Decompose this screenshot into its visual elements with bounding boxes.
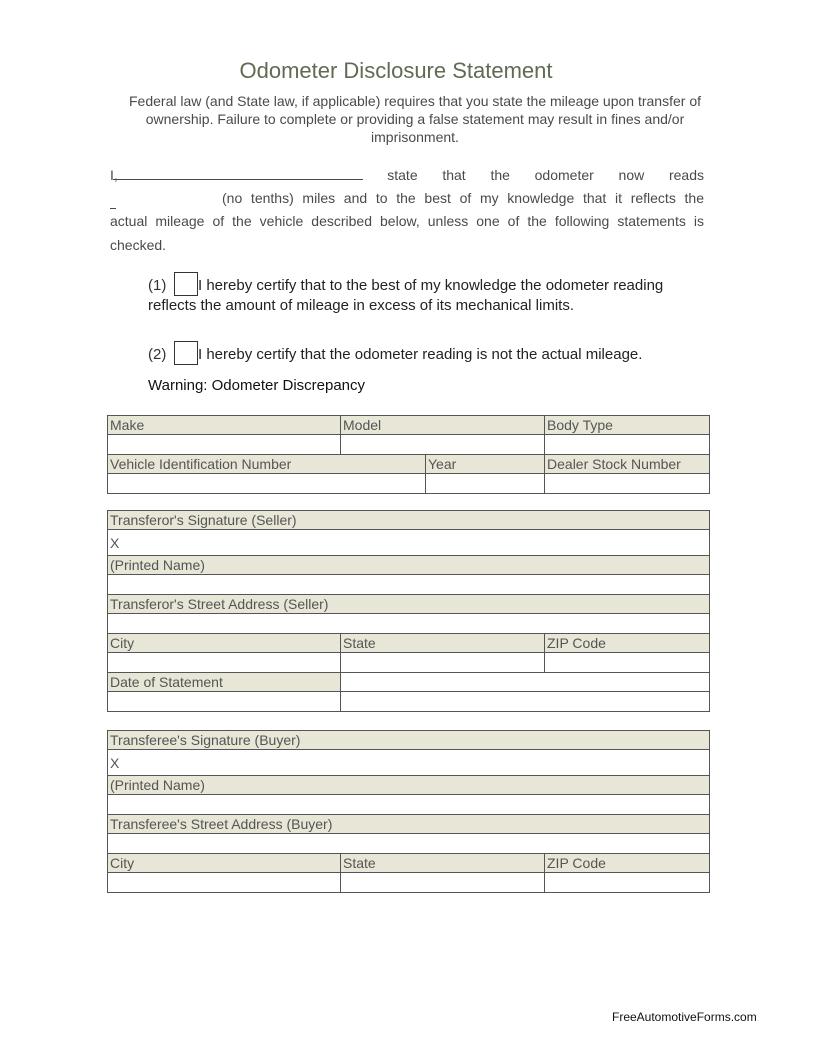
dealer-stock-label: Dealer Stock Number xyxy=(545,455,710,474)
date-field[interactable] xyxy=(108,692,341,712)
make-field[interactable] xyxy=(108,435,341,455)
transferee-table xyxy=(107,730,710,893)
transferor-signature-field[interactable] xyxy=(108,530,710,556)
date-label: Date of Statement xyxy=(108,673,341,692)
transferor-printed-name-label: (Printed Name) xyxy=(108,556,710,575)
statement-i: I, xyxy=(110,167,118,183)
transferee-printed-name-label: (Printed Name) xyxy=(108,776,710,795)
sign-mark: X xyxy=(110,754,120,771)
intro-text: Federal law (and State law, if applicable) requires that you state the mileage upon transfer of ownership. Failure to complete or providing a false statement may result in fines and/or imprisonment. xyxy=(129,93,701,145)
word-that: that xyxy=(442,167,466,183)
body-type-field[interactable] xyxy=(545,435,710,455)
transferee-signature-field[interactable] xyxy=(108,750,710,776)
transferor-table xyxy=(107,510,710,712)
transferor-state-field[interactable] xyxy=(341,653,545,673)
page-title: Odometer Disclosure Statement xyxy=(239,58,553,83)
transferee-zip-label: ZIP Code xyxy=(545,854,710,873)
word-odometer: odometer xyxy=(534,167,594,183)
transferee-address-label: Transferee's Street Address (Buyer) xyxy=(108,815,710,834)
warning-text: Warning: Odometer Discrepancy xyxy=(148,377,366,394)
cert-1-text-2: reflects the amount of mileage in excess of its mechanical limits. xyxy=(148,297,575,314)
transferor-zip-label: ZIP Code xyxy=(545,634,710,653)
transferor-state-label: State xyxy=(341,634,545,653)
statement-line-1 xyxy=(110,164,704,183)
transferor-address-label: Transferor's Street Address (Seller) xyxy=(108,595,710,614)
model-field[interactable] xyxy=(341,435,545,455)
transferor-printed-name-field[interactable] xyxy=(108,575,710,595)
cert-2-text: I hereby certify that the odometer reading is not the actual mileage. xyxy=(198,346,643,363)
footer-site[interactable]: FreeAutomotiveForms.com xyxy=(612,1010,757,1024)
transferee-state-label: State xyxy=(341,854,545,873)
word-state: state xyxy=(387,167,418,183)
transferor-city-field[interactable] xyxy=(108,653,341,673)
transferee-printed-name-field[interactable] xyxy=(108,795,710,815)
transferee-city-label: City xyxy=(108,854,341,873)
transferor-signature-label: Transferor's Signature (Seller) xyxy=(108,511,710,530)
transferee-city-field[interactable] xyxy=(108,873,341,893)
cert-2-number: (2) xyxy=(148,346,167,363)
transferor-address-field[interactable] xyxy=(108,614,710,634)
transferee-state-field[interactable] xyxy=(341,873,545,893)
word-the: the xyxy=(490,167,510,183)
statement-line-4: checked. xyxy=(110,237,167,253)
certification-2 xyxy=(148,345,708,365)
transferor-city-label: City xyxy=(108,634,341,653)
dealer-stock-field[interactable] xyxy=(545,474,710,494)
statement-line-2-text: (no tenths) miles and to the best of my knowledge that it reflects the xyxy=(222,190,704,206)
year-field[interactable] xyxy=(426,474,545,494)
cert-1-number: (1) xyxy=(148,277,167,294)
cert-1-checkbox[interactable] xyxy=(174,272,198,296)
vin-field[interactable] xyxy=(108,474,426,494)
vehicle-table xyxy=(107,415,710,494)
cert-1-text: I hereby certify that to the best of my knowledge the odometer reading xyxy=(198,277,664,294)
vin-label: Vehicle Identification Number xyxy=(108,455,426,474)
make-label: Make xyxy=(108,416,341,435)
transferor-zip-field[interactable] xyxy=(545,653,710,673)
model-label: Model xyxy=(341,416,545,435)
certification-1 xyxy=(148,276,708,316)
transferee-address-field[interactable] xyxy=(108,834,710,854)
transferee-zip-field[interactable] xyxy=(545,873,710,893)
body-type-label: Body Type xyxy=(545,416,710,435)
statement-line-3: actual mileage of the vehicle described below, unless one of the following statements is xyxy=(110,213,704,229)
mileage-field[interactable] xyxy=(110,189,222,203)
word-reads: reads xyxy=(668,167,704,183)
spacer xyxy=(341,673,710,692)
cert-2-checkbox[interactable] xyxy=(174,341,198,365)
word-now: now xyxy=(618,167,645,183)
name-field[interactable] xyxy=(113,164,363,180)
transferee-signature-label: Transferee's Signature (Buyer) xyxy=(108,731,710,750)
statement-line-2 xyxy=(110,189,704,206)
year-label: Year xyxy=(426,455,545,474)
sign-mark: X xyxy=(110,534,120,551)
spacer xyxy=(341,692,710,712)
